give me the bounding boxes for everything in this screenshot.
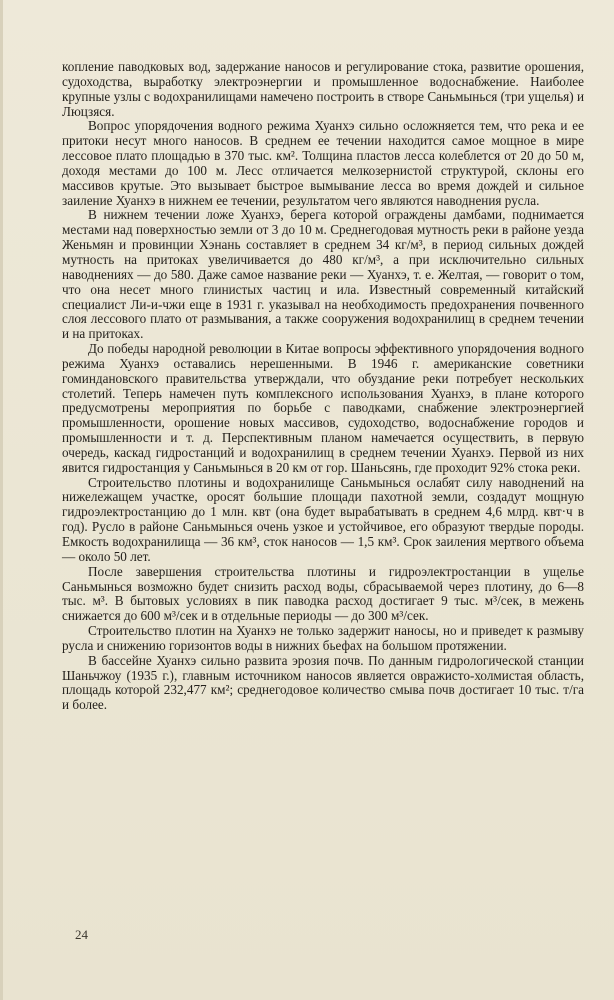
paragraph-1: копление паводковых вод, задержание наносов и регулирование стока, развитие орошения, судоходства, выработку электроэнергии и промышленное водоснабжение. Наиболее крупные узлы с водохранилищами намечено построить в створе Саньмынься (три ущелья) и Люцзяся.: [62, 59, 584, 119]
paragraph-8: В бассейне Хуанхэ сильно развита эрозия почв. По данным гидрологической станции Шаньчжоу (1935 г.), главным источником наносов является овражисто-холмистая область, площадь которой 232,477 км²; среднегодовое количество смыва почв достигает 10 тыс. т/га и более.: [62, 652, 584, 713]
paragraph-6: После завершения строительства плотины и гидроэлектростанции в ущелье Саньмынься возможно будет снизить расход воды, сбрасываемой через плотину, до 6—8 тыс. м³. В бытовых условиях в пик паводка расход достигает 9 тыс. м³/сек, в межень снижается до 600 м³/сек и в отдельные периоды — до 300 м³/сек.: [62, 563, 584, 624]
page-number: 24: [75, 927, 88, 942]
paragraph-3: В нижнем течении ложе Хуанхэ, берега которой ограждены дамбами, поднимается местами над поверхностью земли от 3 до 10 м. Среднегодовая мутность реки в районе уезда Женьмян и провинции Хэнань составляет в среднем 34 кг/м³, в период сильных дождей мутность на притоках увеличивается до 480 кг/м³, а при исключительно сильных наводнениях — до 580. Даже самое название реки — Хуанхэ, т. е. Желтая, — говорит о том, что она несет много глинистых частиц и ила. Известный современный китайский специалист Ли-и-чжи еще в 1931 г. указывал на необходимость предохранения почвенного слоя лессового плато от размывания, а также сооружения водохранилищ в среднем течении и на притоках.: [62, 207, 584, 342]
paragraph-2: Вопрос упорядочения водного режима Хуанхэ сильно осложняется тем, что река и ее притоки несут много наносов. В среднем ее течении находится самое мощное в мире лессовое плато площадью в 370 тыс. км². Толщина пластов лесса колеблется от 20 до 50 м, доходя местами до 100 м. Лесс отличается мелкозернистой структурой, склоны его массивов крутые. Это вызывает быстрое вымывание лесса во время дождей и сильное заиление Хуанхэ в нижнем ее течении, результатом чего являются наводнения русла.: [62, 118, 584, 208]
paragraph-7: Строительство плотин на Хуанхэ не только задержит наносы, но и приведет к размыву русла и снижению горизонтов воды в нижних бьефах на большом протяжении.: [62, 623, 584, 653]
body-text: [62, 60, 584, 713]
paragraph-4: До победы народной революции в Китае вопросы эффективного упорядочения водного режима Хуанхэ оставались нерешенными. В 1946 г. американские советники гоминдановского правительства утверждали, что обуздание реки потребует нескольких столетий. Теперь намечен путь комплексного использования Хуанхэ, в плане которого предусмотрены мероприятия по борьбе с паводками, снабжение электроэнергией промышленности, орошение новых массивов, судоходство, водоснабжение городов и промышленности и т. д. Перспективным планом намечается осуществить, в первую очередь, каскад гидростанций и водохранилищ в среднем течении Хуанхэ. Первой из них явится гидростанция у Саньмынься в 20 км от гор. Шаньсянь, где проходит 92% стока реки.: [62, 341, 584, 475]
paragraph-5: Строительство плотины и водохранилище Саньмынься ослабят силу наводнений на нижележащем участке, оросят большие площади пахотной земли, создадут мощную гидроэлектростанцию до 1 млн. квт (она будет вырабатывать в среднем 4,6 млрд. квт·ч в год). Русло в районе Саньмынься очень узкое и устойчивое, его образуют твердые породы. Емкость водохранилища — 36 км³, сток наносов — 1,5 км³. Срок заиления мертвого объема — около 50 лет.: [62, 474, 584, 564]
